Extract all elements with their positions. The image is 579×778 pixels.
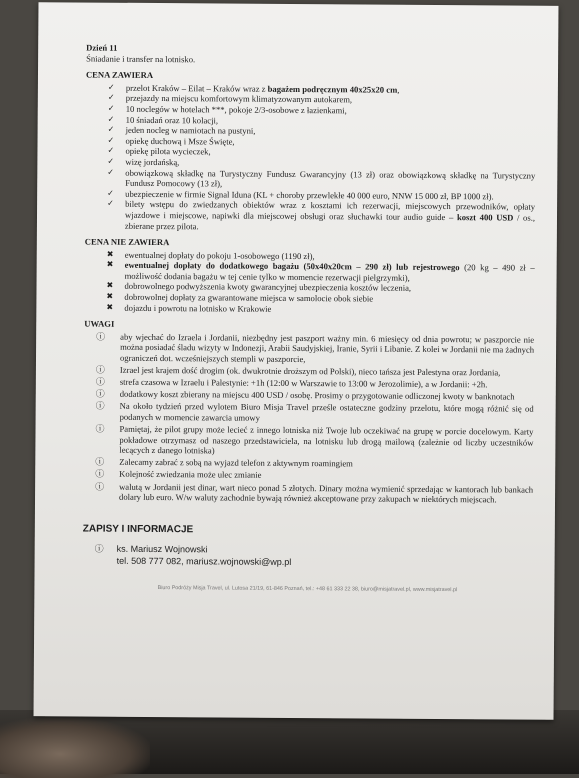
item-text: przejazdy na miejscu komfortowym klimatyzowanym autokarem, bbox=[125, 93, 353, 105]
item-text: obowiązkową składkę na Turystyczny Fundusz Gwarancyjny (13 zł) oraz obowiązkową składkę na Turystyczny Fundusz Pomocowy (13 zł), bbox=[125, 167, 536, 189]
check-icon: ✓ bbox=[107, 114, 115, 124]
info-circle-icon: ⓘ bbox=[95, 423, 105, 434]
item-text: 10 śniadań oraz 10 kolacji, bbox=[125, 114, 219, 126]
item-text: walutą w Jordanii jest dinar, wart nieco ponad 5 złotych. Dinary można wymienić sprzedając w kantorach lub bankach dolary lub euro. W/w waluty zachodnie bywają również akceptowane przy zakupach w niektórych miejscach. bbox=[119, 481, 534, 505]
item-text: bilety wstępu do zwiedzanych obiektów wraz z kosztami ich rezerwacji, miejscowych przewodników, opłaty wjazdowe i miejscowe, napiwki dla miejscowej obsługi oraz słuchawki tour audio guide – bbox=[124, 199, 536, 223]
list-item bbox=[83, 481, 533, 505]
item-text: Kolejność zwiedzania może ulec zmianie bbox=[119, 469, 262, 481]
list-item bbox=[84, 302, 534, 316]
item-text: 10 noclegów w hotelach ***, pokoje 2/3-osobowe z łazienkami, bbox=[125, 103, 347, 116]
document-content bbox=[82, 43, 536, 597]
info-circle-icon: ⓘ bbox=[95, 376, 105, 387]
hand-shadow bbox=[0, 718, 150, 778]
item-text: ewentualnej dopłaty do pokoju 1-osobowego (1190 zł), bbox=[124, 249, 315, 261]
page-footer: Biuro Podróży Misja Travel, ul. Lutosa 21/19, 61-846 Poznań, tel.: +48 61 333 22 38, biuro@misjatravel.pl, www.misjatravel.pl bbox=[157, 585, 458, 594]
info-circle-icon: ⓘ bbox=[94, 543, 104, 555]
cross-icon: ✖ bbox=[106, 249, 114, 259]
info-circle-icon: ⓘ bbox=[95, 364, 105, 375]
uwagi-list bbox=[83, 331, 534, 505]
check-icon: ✓ bbox=[107, 93, 115, 103]
info-circle-icon: ⓘ bbox=[95, 388, 105, 399]
info-circle-icon: ⓘ bbox=[95, 481, 105, 492]
check-icon: ✓ bbox=[107, 124, 115, 134]
contact-name: ks. Mariusz Wojnowski bbox=[116, 544, 208, 555]
item-text: wizę jordańską, bbox=[125, 156, 180, 168]
item-text: dojazdu i powrotu na lotnisko w Krakowie bbox=[124, 302, 272, 314]
section-heading-cena-zawiera: CENA ZAWIERA bbox=[85, 69, 154, 81]
item-text: (20 kg – 490 zł – możliwość dodania bagażu w tej cenie tylko w momencie rezerwacji pielgrzymki), bbox=[124, 262, 535, 283]
item-text: Na około tydzień przed wylotem Biuro Misja Travel prześle ostateczne godziny przelotu, które mogą różnić się od podanych w momencie zawarcia umowy bbox=[119, 401, 534, 423]
item-text: aby wjechać do Izraela i Jordanii, niezbędny jest paszport ważny min. 6 miesięcy od dnia powrotu; w paszporcie nie można posiadać śladu wizyty w Indonezji, Arabii Saudyjskiej, Iranie, Syrii i Libanie. Z kolei w Jordanii nie ma żadnych ograniczeń dot. wcześniejszych stempli w paszporcie, bbox=[119, 331, 535, 365]
cena-zawiera-list bbox=[85, 82, 536, 233]
list-item bbox=[84, 331, 534, 366]
section-heading-cena-nie-zawiera: CENA NIE ZAWIERA bbox=[84, 236, 170, 248]
list-item bbox=[83, 424, 533, 459]
item-text: opiekę duchową i Msze Święte, bbox=[125, 135, 235, 147]
item-text-bold: bagażem podręcznym 40x25x20 cm bbox=[267, 83, 398, 95]
info-circle-icon: ⓘ bbox=[95, 401, 105, 412]
list-item bbox=[85, 199, 535, 234]
contact-block bbox=[83, 543, 533, 570]
info-circle-icon: ⓘ bbox=[96, 331, 106, 342]
cross-icon: ✖ bbox=[106, 259, 114, 270]
list-item bbox=[84, 401, 534, 425]
check-icon: ✓ bbox=[107, 82, 115, 92]
section-heading-uwagi: UWAGI bbox=[84, 318, 115, 329]
day-subtitle: Śniadanie i transfer na lotnisko. bbox=[86, 53, 196, 64]
item-text: przelot Kraków – Eilat – Kraków wraz z bbox=[125, 82, 268, 94]
item-text: dobrowolnej dopłaty za gwarantowane miejsca w samolocie obok siebie bbox=[124, 291, 374, 304]
cross-icon: ✖ bbox=[106, 281, 114, 291]
info-circle-icon: ⓘ bbox=[95, 456, 105, 468]
item-text: strefa czasowa w Izraelu i Palestynie: +1h (12:00 w Warszawie to 13:00 w Jerozolimie), a w Jordanii: +2h. bbox=[119, 376, 488, 390]
section-heading-zapisy: ZAPISY I INFORMACJE bbox=[82, 523, 194, 536]
item-text-bold: ewentualnej dopłaty do dodatkowego bagażu (50x40x20cm – 290 zł) lub rejestrowego bbox=[124, 260, 460, 273]
item-text: ubezpieczenie w firmie Signal Iduna (KL + choroby przewlekłe 40 000 euro, NNW 15 000 zł, BP 1000 zł). bbox=[125, 188, 494, 202]
item-text: opiekę pilota wycieczek, bbox=[125, 146, 211, 157]
item-text: , bbox=[397, 84, 400, 95]
check-icon: ✓ bbox=[107, 146, 115, 156]
document-page bbox=[34, 2, 559, 720]
check-icon: ✓ bbox=[107, 103, 115, 113]
check-icon: ✓ bbox=[107, 135, 115, 145]
item-text-bold: koszt 400 USD bbox=[456, 212, 514, 223]
info-circle-icon: ⓘ bbox=[95, 469, 105, 480]
item-text: Izrael jest krajem dość drogim (ok. dwukrotnie droższym od Polski), nieco tańsza jest Palestyna oraz Jordania, bbox=[119, 364, 501, 378]
cross-icon: ✖ bbox=[106, 291, 114, 301]
day-title: Dzień 11 bbox=[86, 42, 118, 53]
item-text: Pamiętaj, że pilot grupy może lecieć z innego lotniska niż Twoje lub oczekiwać na grupę w porcie docelowym. Karty pokładowe otrzymasz od naszego przedstawiciela, na lotnisku lub drogą mailową (zależnie od liczby uczestników lecących z danego lotniska) bbox=[119, 423, 534, 456]
item-text: Zalecamy zabrać z sobą na wyjazd telefon z aktywnym roamingiem bbox=[119, 457, 353, 469]
item-text: dodatkowy koszt zbierany na miejscu 400 USD / osobę. Prosimy o przygotowanie odliczonej kwoty w banknotach bbox=[119, 389, 515, 402]
item-text: jeden nocleg w namiotach na pustyni, bbox=[125, 124, 256, 136]
cena-nie-zawiera-list bbox=[84, 249, 534, 316]
cross-icon: ✖ bbox=[106, 302, 114, 312]
check-icon: ✓ bbox=[107, 167, 115, 177]
item-text: dobrowolnego podwyższenia kwoty gwarancyjnej ubezpieczenia kosztów leczenia, bbox=[124, 281, 412, 294]
check-icon: ✓ bbox=[107, 198, 114, 209]
check-icon: ✓ bbox=[107, 188, 114, 198]
contact-phone-email: tel. 508 777 082, mariusz.wojnowski@wp.pl bbox=[116, 556, 292, 568]
item-text: / os., zbierane przez pilota. bbox=[124, 212, 536, 231]
check-icon: ✓ bbox=[107, 156, 115, 166]
